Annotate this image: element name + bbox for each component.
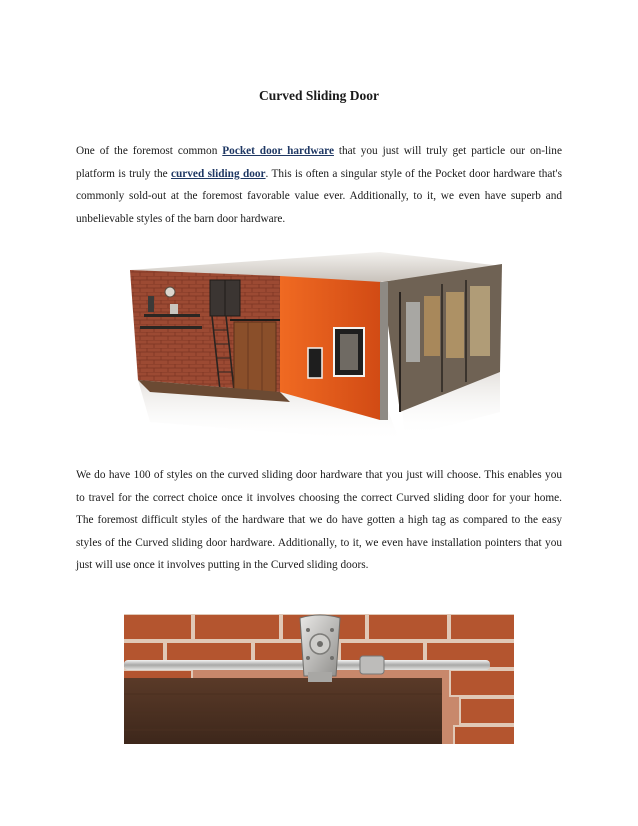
paragraph-1-text-end: . This is often a singular style of the Pocket door hardware that's commonly sold-out at the foremost favorable value ever. Additionally, to it, we even have superb and unbelievable styles of the barn door hardware. [76,167,562,225]
barn-door-hardware-photo [124,614,514,744]
page-title: Curved Sliding Door [258,88,380,103]
room-illustration [130,252,504,444]
paragraph-1-text-middle: that you just will truly get particle our on-line platform is truly the [76,145,562,180]
paragraph-1 [76,140,562,230]
paragraph-1-text-start: One of the foremost common [76,145,223,157]
paragraph-2: We do have 100 of styles on the curved sliding door hardware that you just will choose. This enables you to travel for the correct choice once it involves choosing the correct Curved sliding door for your home. The foremost difficult styles of the hardware that we do have gotten a high tag as compared to the easy styles of the Curved sliding door hardware. Additionally, to it, we even have installation pointers that you just will use once it involves putting in the Curved sliding doors. [76,469,562,572]
curved-sliding-door-link[interactable]: curved sliding door [170,167,266,180]
pocket-door-hardware-link[interactable]: Pocket door hardware [222,145,334,157]
